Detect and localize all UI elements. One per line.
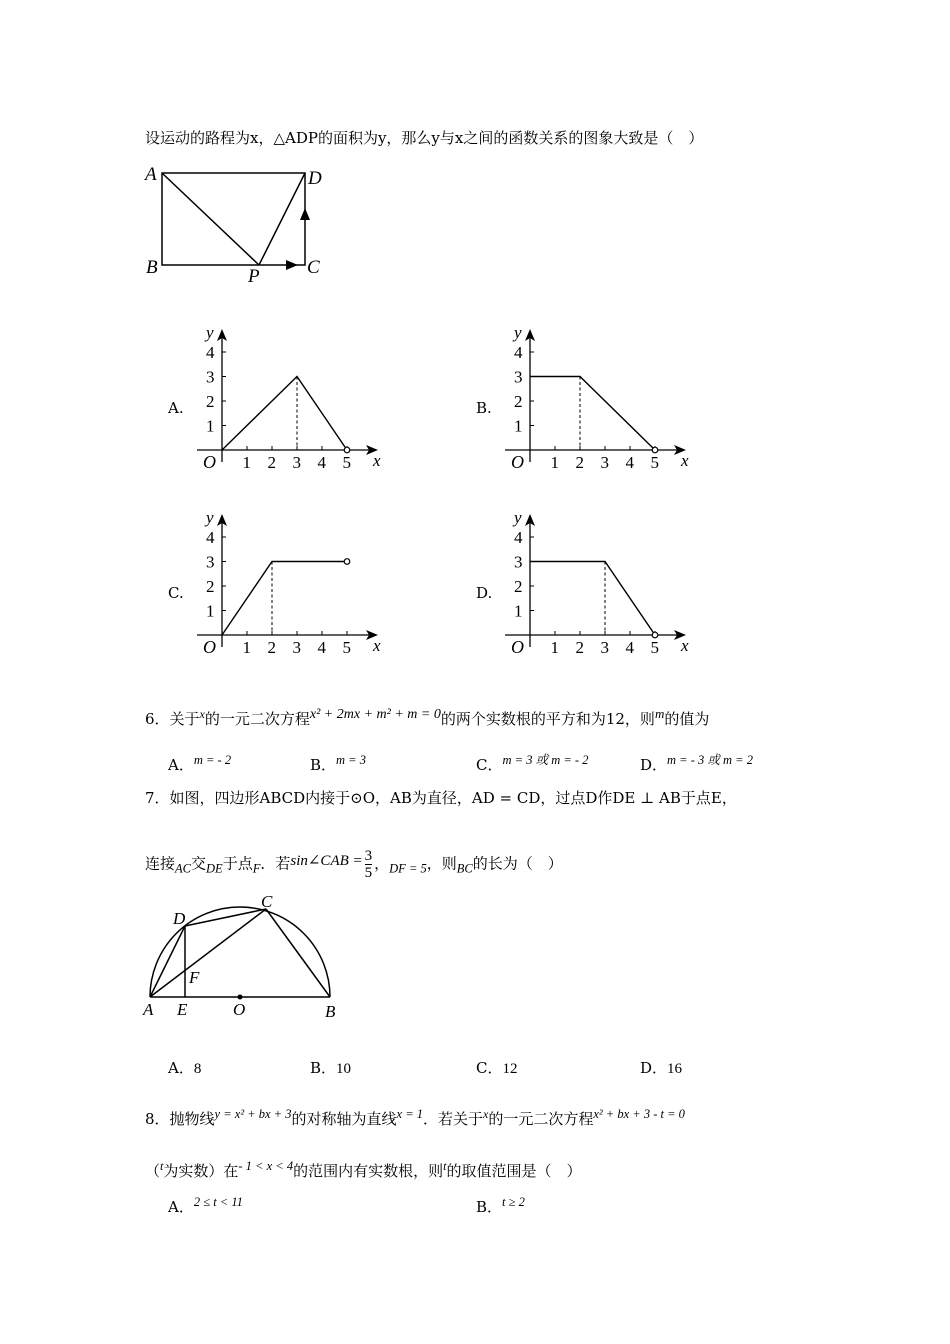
q7-semicircle-figure: [140, 890, 360, 1030]
x-tick-label: 2: [575, 453, 584, 472]
x-tick-label: 1: [242, 638, 251, 657]
y-tick-label: 1: [206, 416, 215, 436]
x-tick-label: 2: [267, 453, 276, 472]
q5-graph-A: [195, 323, 395, 472]
q5-option-B-letter: B.: [476, 399, 492, 417]
fig7-label-F: F: [189, 968, 200, 987]
x-tick-label: 5: [650, 453, 659, 472]
fig7-label-A: A: [143, 1000, 154, 1019]
y-tick-label: 4: [206, 343, 215, 362]
open-endpoint: [652, 632, 658, 638]
q5-option-D-letter: D.: [476, 584, 493, 602]
x-tick-label: 1: [550, 453, 559, 472]
q5-graph-B: [503, 323, 703, 472]
fig7-label-C: C: [261, 892, 273, 911]
q6-choice-C: C．$^{m = 3 或 m = - 2}$: [476, 753, 589, 774]
y-tick-label: 3: [206, 367, 215, 387]
q7-choice-B: B．10: [310, 1059, 352, 1077]
label-B: B: [146, 257, 158, 278]
y-tick-label: 2: [206, 577, 215, 596]
y-tick-label: 3: [206, 552, 215, 572]
x-tick-label: 4: [317, 453, 326, 472]
label-A: A: [145, 164, 157, 185]
function-line: [530, 562, 655, 636]
origin-label: O: [203, 637, 216, 657]
q7-choice-A: A．8: [168, 1059, 202, 1077]
q6-stem: 6．关于$^x$的一元二次方程$^{x^2 + 2mx + m^2 + m = 0}$的两个实数根的平方和为12，则$^m$的值为: [145, 706, 710, 728]
q8-line1: 8．抛物线$^{y = x^2 + bx + 3}$的对称轴为直线$^{x = 1}$．若关于$^x$的一元二次方程$^{x^2 + bx + 3 - t = 0}$: [145, 1107, 685, 1128]
q7-line2: 连接$_{AC}$交$_{DE}$于点$_F$．若sin∠CAB = $\frac{3}{5}$ ，$_{DF = 5}$，则$_{BC}$的长为（ ）: [145, 848, 563, 881]
x-tick-label: 4: [317, 638, 326, 657]
q8-choice-B: B．$^{t \ge 2}$: [476, 1195, 525, 1216]
x-axis-label: x: [681, 451, 689, 470]
x-tick-label: 5: [342, 638, 351, 657]
fig7-label-D: D: [173, 909, 186, 928]
origin-label: O: [511, 637, 524, 657]
q7-choice-D: D．16: [640, 1059, 683, 1077]
function-line: [530, 377, 655, 451]
x-axis-label: x: [681, 636, 689, 655]
y-axis-label: y: [206, 323, 214, 342]
x-axis-label: x: [373, 636, 381, 655]
q8-choice-A: A．$^{2 \le t < 11}$: [168, 1195, 243, 1216]
q6-choice-D: D．$^{m = - 3 或 m = 2}$: [640, 753, 753, 774]
q5-graph-C: [195, 508, 395, 657]
y-tick-label: 2: [206, 392, 215, 411]
q5-option-C-letter: C.: [168, 584, 184, 602]
x-axis-label: x: [373, 451, 381, 470]
x-tick-label: 4: [625, 453, 634, 472]
q5-option-A-letter: A.: [168, 399, 184, 417]
origin-label: O: [511, 452, 524, 472]
q8-line2: （$^t$为实数）在$^{- 1 < x < 4}$的范围内有实数根，则$^t$的取值范围是（ ）: [145, 1159, 582, 1180]
q7-choice-C: C．12: [476, 1059, 518, 1077]
q7-line1: 7．如图，四边形ABCD内接于⊙O，AB为直径，AD = CD，过点D作DE ⊥ AB于点E，: [145, 789, 737, 807]
open-endpoint: [652, 447, 658, 453]
x-tick-label: 2: [575, 638, 584, 657]
y-tick-label: 1: [514, 416, 523, 436]
label-D: D: [308, 168, 322, 189]
y-axis-label: y: [206, 508, 214, 527]
x-tick-label: 3: [600, 638, 609, 657]
x-tick-label: 5: [650, 638, 659, 657]
y-tick-label: 2: [514, 577, 523, 596]
open-endpoint: [344, 559, 350, 565]
x-tick-label: 1: [242, 453, 251, 472]
x-tick-label: 1: [550, 638, 559, 657]
y-tick-label: 3: [514, 367, 523, 387]
y-tick-label: 2: [514, 392, 523, 411]
fig7-label-E: E: [177, 1000, 188, 1019]
y-tick-label: 1: [514, 601, 523, 621]
x-tick-label: 3: [292, 453, 301, 472]
x-tick-label: 3: [600, 453, 609, 472]
y-tick-label: 4: [514, 343, 523, 362]
y-tick-label: 1: [206, 601, 215, 621]
y-axis-label: y: [514, 323, 522, 342]
y-tick-label: 4: [206, 528, 215, 547]
y-tick-label: 3: [514, 552, 523, 572]
q5-rectangle-figure: [140, 160, 340, 290]
origin-label: O: [203, 452, 216, 472]
x-tick-label: 3: [292, 638, 301, 657]
fig7-label-B: B: [325, 1002, 336, 1021]
q5-stem: 设运动的路程为x，△ADP的面积为y，那么y与x之间的函数关系的图象大致是（ ）: [145, 129, 704, 147]
q6-choice-B: B．$^{m = 3}$: [310, 753, 366, 774]
x-tick-label: 2: [267, 638, 276, 657]
q6-choice-A: A．$^{m = - 2}$: [168, 753, 232, 774]
x-tick-label: 5: [342, 453, 351, 472]
function-line: [222, 562, 347, 636]
q5-graph-D: [503, 508, 703, 657]
label-C: C: [307, 257, 320, 278]
function-line: [222, 377, 347, 451]
y-tick-label: 4: [514, 528, 523, 547]
label-P: P: [248, 266, 260, 287]
open-endpoint: [344, 447, 350, 453]
x-tick-label: 4: [625, 638, 634, 657]
fig7-label-O: O: [233, 1000, 246, 1019]
y-axis-label: y: [514, 508, 522, 527]
